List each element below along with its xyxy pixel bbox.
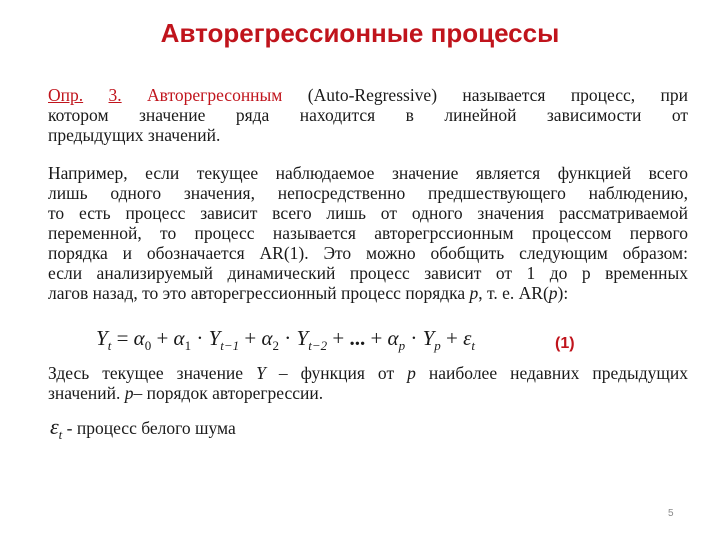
definition-paragraph <box>48 85 688 145</box>
definition-line-1 <box>48 85 688 105</box>
white-noise-text: - процесс белого шума <box>62 418 236 438</box>
example-line-1: Например, если текущее наблюдаемое значение является функцией всего <box>48 163 688 183</box>
example-line-7: лагов назад, то это авторегрессионный процесс порядка p, т. е. AR(p): <box>48 283 569 303</box>
example-paragraph <box>48 163 688 303</box>
explanation-paragraph <box>48 363 688 403</box>
definition-number: 3. <box>108 85 122 105</box>
slide-title: Авторегрессионные процессы <box>160 18 560 48</box>
definition-line-1-text: (Auto-Regressive) называется процесс, при <box>282 85 689 105</box>
explanation-line-1: Здесь текущее значение Y – функция от p наиболее недавних предыдущих <box>48 363 688 383</box>
example-line-3: то есть процесс зависит всего лишь от одного значения рассматриваемой <box>48 203 688 223</box>
example-line-4: переменной, то процесс называется авторегрссионным процессом первого <box>48 223 688 243</box>
page-number: 5 <box>668 508 674 519</box>
explanation-line-2: значений. p– порядок авторегрессии. <box>48 383 324 403</box>
equation-number: (1) <box>555 335 575 352</box>
definition-label: Опр. <box>48 85 84 105</box>
example-line-2: лишь одного значения, непосредственно предшествующего наблюдению, <box>48 183 688 203</box>
example-line-6: если анализируемый динамический процесс зависит от 1 до p временных <box>48 263 688 283</box>
definition-line-2: котором значение ряда находится в линейной зависимости от <box>48 105 688 125</box>
example-line-5: порядка и обозначается AR(1). Это можно обобщить следующим образом: <box>48 243 688 263</box>
definition-term: Авторегресонным <box>147 85 283 105</box>
definition-line-3: предыдущих значений. <box>48 125 221 145</box>
epsilon-symbol: $\varepsilon_t$ <box>50 414 63 442</box>
white-noise-note <box>50 414 236 443</box>
ar-formula: $Y_t = \alpha_0 + \alpha_1 \cdot Y_{t-1} + \alpha_2 \cdot Y_{t-2}$ + ... + $\alpha_p \cdot Y_p + \varepsilon_t$ <box>96 326 475 353</box>
